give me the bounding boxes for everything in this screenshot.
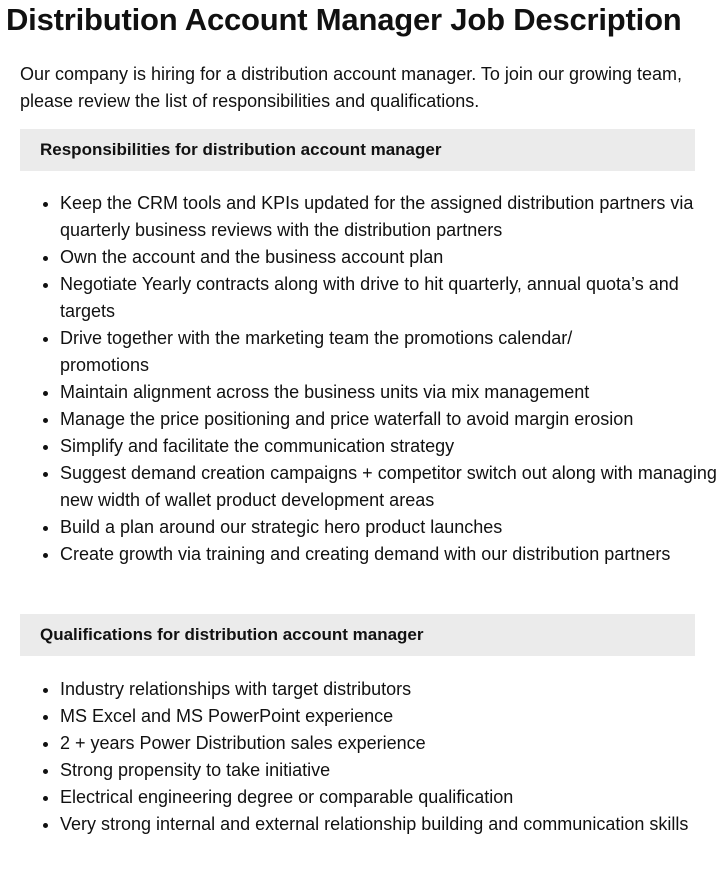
list-item: • Simplify and facilitate the communication strategy	[60, 433, 720, 460]
list-item: • Manage the price positioning and price waterfall to avoid margin erosion	[60, 406, 720, 433]
list-item: • Own the account and the business account plan	[60, 244, 720, 271]
list-item: • 2 + years Power Distribution sales experience	[60, 730, 720, 757]
list-item: • Very strong internal and external relationship building and communication skills	[60, 811, 720, 838]
list-item: • Create growth via training and creating demand with our distribution partners	[60, 541, 720, 568]
list-item: • Suggest demand creation campaigns + competitor switch out along with managing new width of wallet product development areas	[60, 460, 720, 514]
responsibilities-list	[20, 190, 720, 568]
responsibilities-heading: Responsibilities for distribution account manager	[20, 129, 695, 171]
list-item: • Build a plan around our strategic hero product launches	[60, 514, 720, 541]
list-item: • MS Excel and MS PowerPoint experience	[60, 703, 720, 730]
list-item: • Negotiate Yearly contracts along with drive to hit quarterly, annual quota’s and targets	[60, 271, 720, 325]
list-item: • Electrical engineering degree or comparable qualification	[60, 784, 720, 811]
list-item: • Strong propensity to take initiative	[60, 757, 720, 784]
qualifications-list	[20, 676, 720, 838]
list-item: • Drive together with the marketing team the promotions calendar/ promotions	[60, 325, 720, 379]
intro-text: Our company is hiring for a distribution account manager. To join our growing team, please review the list of responsibilities and qualifications.	[20, 64, 683, 111]
list-item: • Maintain alignment across the business units via mix management	[60, 379, 720, 406]
list-item: • Industry relationships with target distributors	[60, 676, 720, 703]
page-title: Distribution Account Manager Job Description	[6, 2, 682, 37]
list-item: • Keep the CRM tools and KPIs updated for the assigned distribution partners via quarterly business reviews with the distribution partners	[60, 190, 720, 244]
qualifications-heading: Qualifications for distribution account manager	[20, 614, 695, 656]
